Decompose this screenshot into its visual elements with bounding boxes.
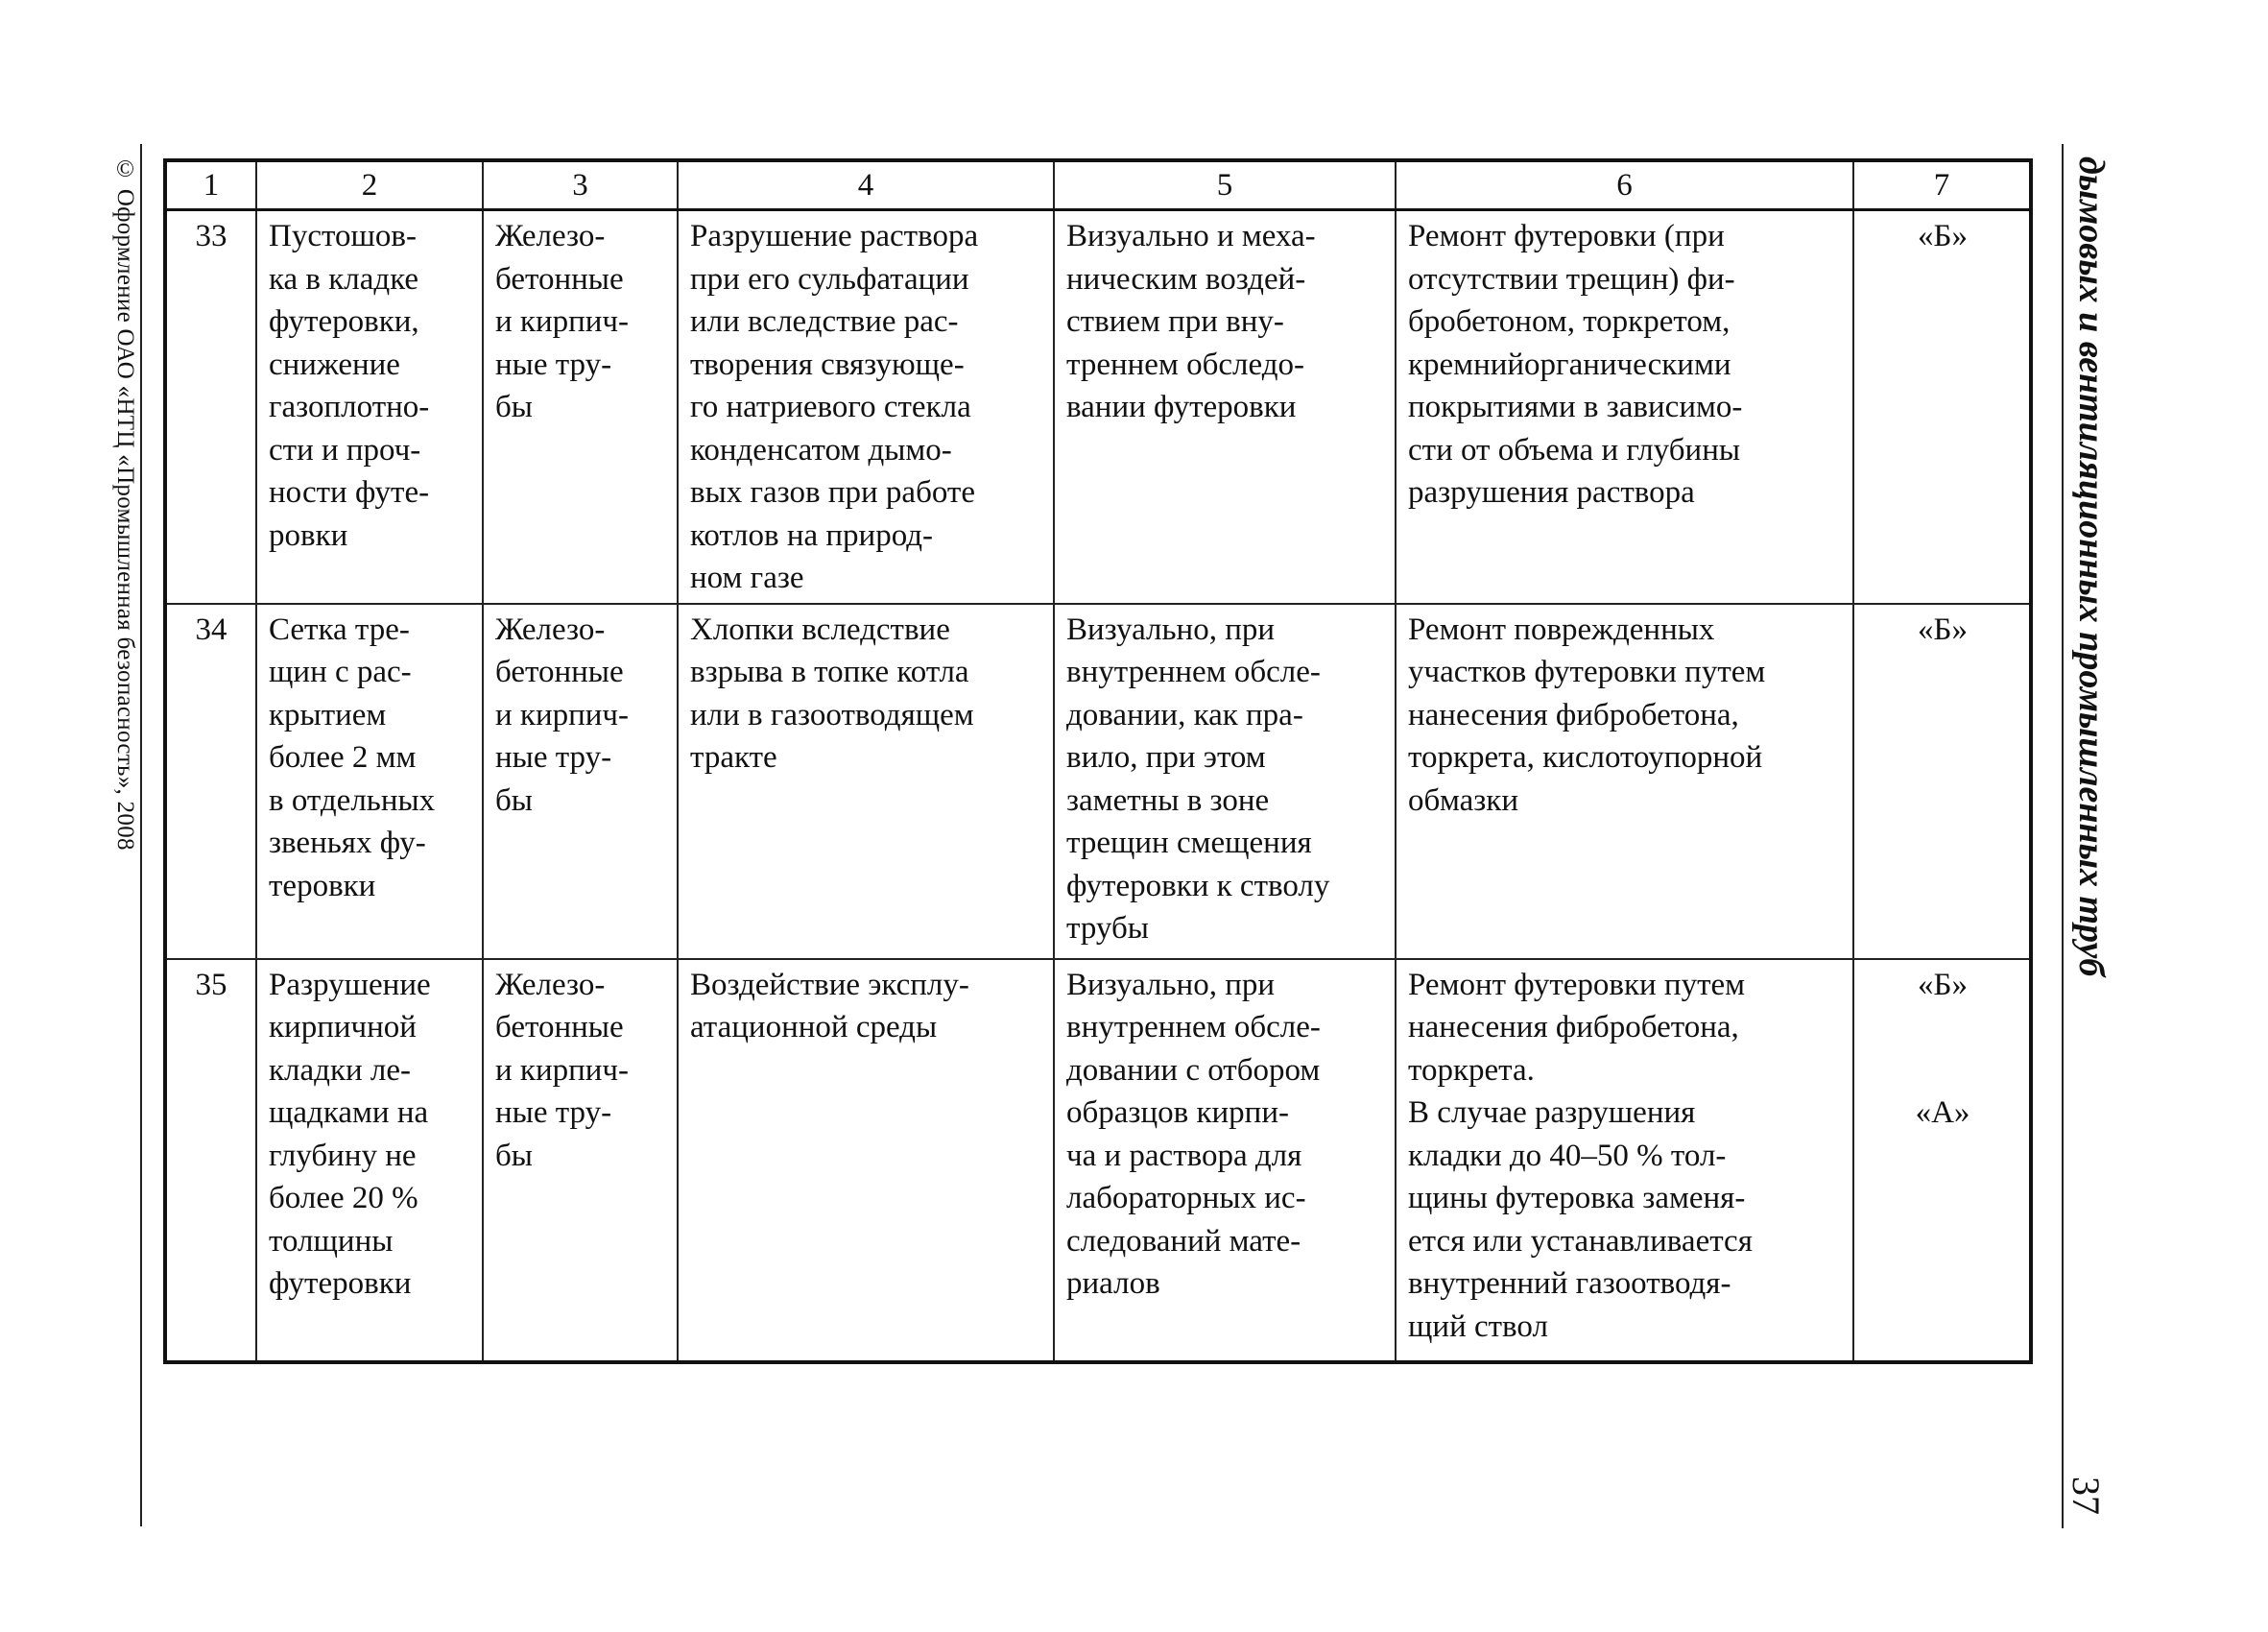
- cause-line: или в газоотводящем: [690, 697, 974, 732]
- pipe-type-cell: [483, 604, 678, 959]
- repair-line: бробетоном, торкретом,: [1408, 304, 1731, 339]
- header-cell-2: 2: [256, 160, 483, 210]
- repair-line: В случае разрушения: [1408, 1095, 1696, 1130]
- detection-cell: [1054, 210, 1396, 604]
- detection-line: Визуально, при: [1066, 612, 1276, 647]
- cause-line: Воздействие эксплу-: [690, 967, 969, 1002]
- repair-line: нанесения фибробетона,: [1408, 1010, 1739, 1044]
- header-cell-5: 5: [1054, 160, 1396, 210]
- type-line: бетонные: [495, 1010, 624, 1044]
- header-cell-1: 1: [165, 160, 256, 210]
- detection-line: довании с отбором: [1066, 1052, 1321, 1088]
- type-line: бы: [495, 782, 533, 818]
- detection-line: треннем обследо-: [1066, 347, 1304, 382]
- defect-cell: [256, 210, 483, 604]
- category-gap: [1866, 1006, 2019, 1092]
- defect-line: сти и проч-: [269, 432, 421, 468]
- header-cell-3: 3: [483, 160, 678, 210]
- repair-cell: [1396, 959, 1853, 1362]
- detection-line: Визуально и меха-: [1066, 219, 1316, 253]
- cause-line: го натриевого стекла: [690, 390, 971, 424]
- cause-line: взрыва в топке котла: [690, 655, 969, 689]
- running-head: дымовых и вентиляционных промышленных труб: [2071, 156, 2112, 977]
- category-line: «А»: [1915, 1095, 1970, 1130]
- type-line: бы: [495, 1138, 533, 1173]
- repair-line: участков футеровки путем: [1408, 655, 1766, 689]
- defect-line: снижение: [269, 347, 400, 382]
- defect-line: в отдельных: [269, 782, 436, 818]
- defect-line: щин с рас-: [269, 655, 412, 689]
- detection-line: ча и раствора для: [1066, 1138, 1302, 1173]
- type-line: ные тру-: [495, 1095, 612, 1130]
- detection-line: ствием при вну-: [1066, 304, 1284, 339]
- repair-cell: [1396, 604, 1853, 959]
- detection-line: внутреннем обсле-: [1066, 1010, 1321, 1044]
- defects-table: [163, 158, 2033, 1364]
- defect-line: ровки: [269, 517, 348, 553]
- cause-line: Хлопки вследствие: [690, 612, 950, 647]
- defect-line: газоплотно-: [269, 390, 430, 424]
- cause-line: или вследствие рас-: [690, 304, 959, 339]
- defect-line: теровки: [269, 868, 376, 903]
- cause-line: творения связующе-: [690, 347, 965, 382]
- repair-line: кладки до 40–50 % тол-: [1408, 1138, 1727, 1173]
- repair-line: отсутствии трещин) фи-: [1408, 261, 1735, 297]
- detection-line: трубы: [1066, 911, 1149, 946]
- repair-line: торкрета, кислотоупорной: [1408, 740, 1763, 775]
- repair-line: внутренний газоотводя-: [1408, 1266, 1731, 1301]
- defect-line: Сетка тре-: [269, 612, 410, 647]
- category-cell: [1853, 210, 2031, 604]
- detection-line: вило, при этом: [1066, 740, 1266, 775]
- type-line: бы: [495, 390, 533, 424]
- repair-line: Ремонт футеровки путем: [1408, 967, 1746, 1002]
- repair-line: покрытиями в зависимо-: [1408, 390, 1743, 424]
- type-line: ные тру-: [495, 347, 612, 382]
- cause-line: тракте: [690, 740, 777, 775]
- detection-line: внутреннем обсле-: [1066, 655, 1321, 689]
- repair-line: ется или устанавливается: [1408, 1223, 1753, 1259]
- repair-line: Ремонт футеровки (при: [1408, 219, 1725, 253]
- category-cell: [1853, 959, 2031, 1362]
- pipe-type-cell: [483, 210, 678, 604]
- detection-line: риалов: [1066, 1266, 1160, 1301]
- header-cell-6: 6: [1396, 160, 1853, 210]
- defect-line: толщины: [269, 1223, 394, 1259]
- defect-line: ности футе-: [269, 475, 430, 510]
- table-row: [165, 959, 2031, 1362]
- detection-line: Визуально, при: [1066, 967, 1276, 1002]
- cause-line: Разрушение раствора: [690, 219, 979, 253]
- cause-cell: [678, 604, 1054, 959]
- header-row: [165, 160, 2031, 210]
- type-line: Железо-: [495, 967, 606, 1002]
- defect-cell: [256, 959, 483, 1362]
- defect-line: Разрушение: [269, 967, 431, 1002]
- repair-line: торкрета.: [1408, 1052, 1535, 1088]
- row-number: 35: [165, 959, 256, 1362]
- copyright-note: © Оформление ОАО «НТЦ «Промышленная безопасность», 2008: [112, 156, 138, 851]
- repair-line: разрушения раствора: [1408, 475, 1695, 510]
- row-number: 33: [165, 210, 256, 604]
- cause-line: атационной среды: [690, 1010, 938, 1044]
- defect-line: футеровки: [269, 1266, 412, 1301]
- detection-line: заметны в зоне: [1066, 782, 1270, 818]
- defect-line: ка в кладке: [269, 261, 419, 297]
- type-line: бетонные: [495, 261, 624, 297]
- category-line: «Б»: [1918, 967, 1968, 1002]
- defect-line: щадками на: [269, 1095, 429, 1130]
- cause-cell: [678, 959, 1054, 1362]
- cause-cell: [678, 210, 1054, 604]
- repair-line: кремнийорганическими: [1408, 347, 1731, 382]
- detection-line: вании футеровки: [1066, 390, 1297, 424]
- repair-line: обмазки: [1408, 782, 1519, 818]
- repair-line: щины футеровка заменя-: [1408, 1181, 1746, 1215]
- type-line: ные тру-: [495, 740, 612, 775]
- table-row: [165, 210, 2031, 604]
- right-margin-rule: [2062, 144, 2064, 1528]
- row-number: 34: [165, 604, 256, 959]
- type-line: и кирпич-: [495, 304, 630, 339]
- defect-line: крытием: [269, 697, 387, 732]
- defect-line: кирпичной: [269, 1010, 417, 1044]
- category-cell: [1853, 604, 2031, 959]
- detection-cell: [1054, 604, 1396, 959]
- pipe-type-cell: [483, 959, 678, 1362]
- repair-line: щий ствол: [1408, 1308, 1548, 1344]
- type-line: бетонные: [495, 655, 624, 689]
- detection-line: следований мате-: [1066, 1223, 1301, 1259]
- detection-line: трещин смещения: [1066, 826, 1312, 860]
- header-cell-4: 4: [678, 160, 1054, 210]
- repair-line: нанесения фибробетона,: [1408, 697, 1739, 732]
- cause-line: ном газе: [690, 561, 804, 595]
- type-line: Железо-: [495, 219, 606, 253]
- repair-line: сти от объема и глубины: [1408, 432, 1741, 468]
- defect-line: глубину не: [269, 1138, 417, 1173]
- detection-line: образцов кирпи-: [1066, 1095, 1289, 1130]
- detection-cell: [1054, 959, 1396, 1362]
- cause-line: вых газов при работе: [690, 475, 975, 510]
- cause-line: при его сульфатации: [690, 261, 969, 297]
- type-line: и кирпич-: [495, 1052, 630, 1088]
- cause-line: конденсатом дымо-: [690, 432, 952, 468]
- repair-line: Ремонт поврежденных: [1408, 612, 1715, 647]
- detection-line: ническим воздей-: [1066, 261, 1306, 297]
- left-margin-rule: [140, 144, 142, 1526]
- detection-line: довании, как пра-: [1066, 697, 1303, 732]
- cause-line: котлов на природ-: [690, 517, 934, 553]
- category-line: «Б»: [1918, 219, 1968, 253]
- type-line: Железо-: [495, 612, 606, 647]
- table-row: [165, 604, 2031, 959]
- detection-line: лабораторных ис-: [1066, 1181, 1306, 1215]
- category-line: «Б»: [1918, 612, 1968, 647]
- defect-line: более 20 %: [269, 1181, 418, 1215]
- defect-line: кладки ле-: [269, 1052, 411, 1088]
- defect-cell: [256, 604, 483, 959]
- header-cell-7: 7: [1853, 160, 2031, 210]
- detection-line: футеровки к стволу: [1066, 868, 1330, 903]
- type-line: и кирпич-: [495, 697, 630, 732]
- defect-line: футеровки,: [269, 304, 419, 339]
- defect-line: Пустошов-: [269, 219, 417, 253]
- defect-line: звеньях фу-: [269, 826, 426, 860]
- defect-line: более 2 мм: [269, 740, 417, 775]
- repair-cell: [1396, 210, 1853, 604]
- page-number: 37: [2065, 1476, 2108, 1515]
